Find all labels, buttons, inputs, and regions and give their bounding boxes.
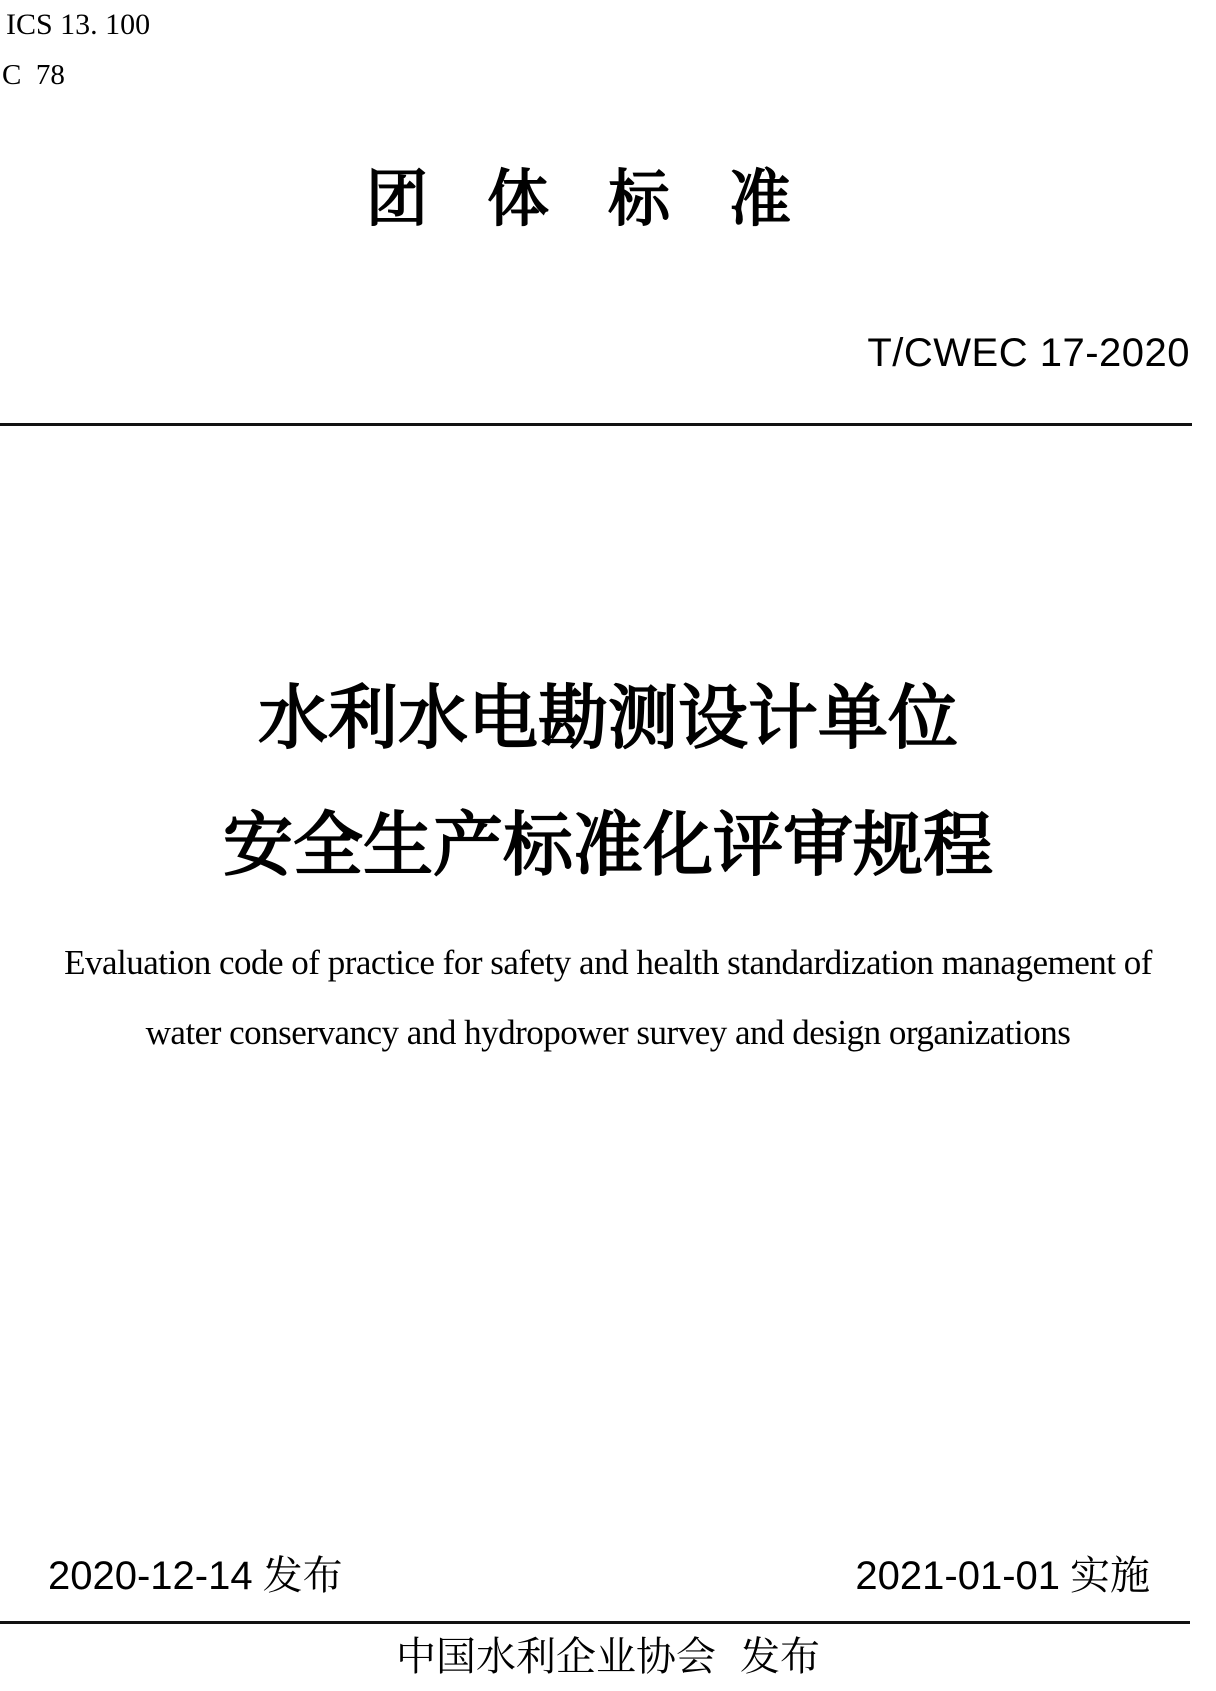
publisher-name: 中国水利企业协会: [396, 1635, 716, 1679]
title-chinese-line1: 水利水电勘测设计单位: [258, 679, 958, 757]
title-english-line1: Evaluation code of practice for safety and health standardization management of: [64, 943, 1152, 982]
implementation-date-group: [855, 1552, 1150, 1600]
publisher-action-label: 发布: [740, 1635, 820, 1679]
implementation-date: 2021-01-01: [855, 1554, 1060, 1598]
title-english: [0, 928, 1216, 1068]
china-doc-class-code: C 78: [2, 59, 65, 91]
date-row: [48, 1552, 1150, 1600]
release-date-label: 发布: [262, 1554, 343, 1598]
release-date: 2020-12-14: [48, 1554, 253, 1598]
title-english-line2: water conservancy and hydropower survey and design organizations: [145, 1013, 1071, 1052]
title-chinese-line2: 安全生产标准化评审规程: [223, 806, 993, 884]
ics-code: ICS 13. 100: [6, 8, 151, 41]
standard-type-heading: 团体标准: [365, 165, 850, 234]
header-divider-rule: [0, 423, 1192, 426]
release-date-group: [48, 1552, 343, 1600]
implementation-date-label: 实施: [1070, 1554, 1150, 1598]
footer-divider-rule: [0, 1621, 1190, 1624]
standard-number: T/CWEC 17-2020: [867, 331, 1190, 375]
publisher-row: [0, 1632, 1216, 1682]
